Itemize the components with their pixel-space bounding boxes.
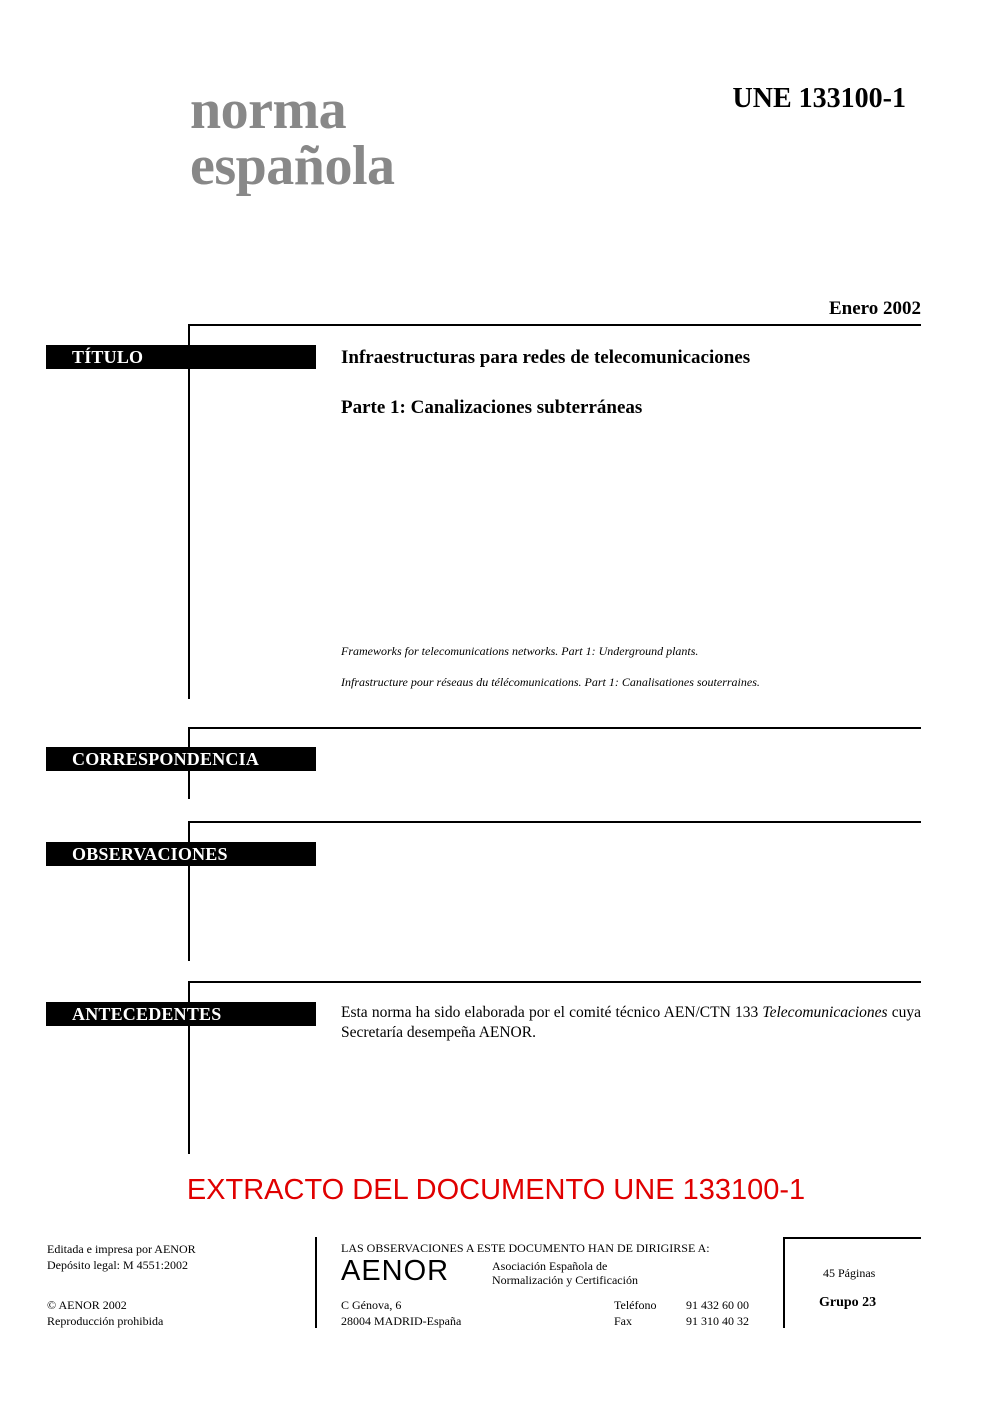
- footer-edition-info: [47, 1241, 196, 1273]
- standard-code: UNE 133100-1: [732, 83, 906, 114]
- phone-label: Teléfono: [614, 1298, 657, 1312]
- brand-title: [190, 79, 395, 197]
- aenor-logo: AENOR: [341, 1255, 450, 1287]
- aenor-full-name: [492, 1259, 638, 1287]
- antecedentes-text-after: cuya Secretaría desempeña AENOR.: [341, 1004, 921, 1041]
- brand-line-2: española: [190, 135, 395, 197]
- fax-value: 91 310 40 32: [686, 1314, 749, 1328]
- committee-name: Telecomunicaciones: [762, 1004, 888, 1021]
- label-antecedentes: ANTECEDENTES: [46, 1002, 316, 1026]
- observations-header: LAS OBSERVACIONES A ESTE DOCUMENTO HAN DE DIRIGIRSE A:: [341, 1241, 710, 1255]
- fax-label: Fax: [614, 1314, 632, 1328]
- address: [341, 1297, 461, 1329]
- section-divider-antecedentes: [188, 981, 921, 983]
- edited-by: Editada e impresa por AENOR: [47, 1242, 196, 1256]
- publication-date: Enero 2002: [828, 298, 921, 319]
- section-divider-observaciones: [188, 821, 921, 823]
- legal-deposit: Depósito legal: M 4551:2002: [47, 1258, 188, 1272]
- french-title: Infrastructure pour réseaus du télécomunications. Part 1: Canalisationes souterraines.: [341, 675, 760, 689]
- price-group: Grupo 23: [819, 1295, 877, 1310]
- phone-value: 91 432 60 00: [686, 1298, 749, 1312]
- footer-box-top: [783, 1237, 921, 1239]
- footer-copyright: [47, 1297, 163, 1329]
- contact-values: [686, 1297, 749, 1329]
- label-titulo: TÍTULO: [46, 345, 316, 369]
- section-divider-correspondencia: [188, 727, 921, 729]
- address-line-1: C Génova, 6: [341, 1298, 402, 1312]
- title-line-1: Infraestructuras para redes de telecomunicaciones: [341, 347, 751, 368]
- extract-notice: EXTRACTO DEL DOCUMENTO UNE 133100-1: [186, 1174, 806, 1206]
- antecedentes-text: [341, 1003, 921, 1043]
- footer-divider-left: [315, 1237, 317, 1328]
- section-rule-titulo: [188, 324, 190, 699]
- label-correspondencia: CORRESPONDENCIA: [46, 747, 316, 771]
- contact-labels: [614, 1297, 656, 1329]
- address-line-2: 28004 MADRID-España: [341, 1314, 462, 1328]
- copyright: © AENOR 2002: [47, 1298, 127, 1312]
- english-title: Frameworks for telecomunications networks. Part 1: Underground plants.: [341, 644, 699, 658]
- reproduction-notice: Reproducción prohibida: [47, 1314, 164, 1328]
- label-observaciones: OBSERVACIONES: [46, 842, 316, 866]
- brand-line-1: norma: [190, 79, 347, 141]
- title-line-2: Parte 1: Canalizaciones subterráneas: [341, 397, 643, 418]
- aenor-name-line-2: Normalización y Certificación: [492, 1273, 638, 1287]
- footer-divider-right: [783, 1237, 785, 1328]
- aenor-name-line-1: Asociación Española de: [492, 1259, 608, 1273]
- page-count: 45 Páginas: [823, 1266, 876, 1280]
- section-divider-titulo: [188, 324, 921, 326]
- antecedentes-text-before: Esta norma ha sido elaborada por el comité técnico AEN/CTN 133: [341, 1004, 763, 1021]
